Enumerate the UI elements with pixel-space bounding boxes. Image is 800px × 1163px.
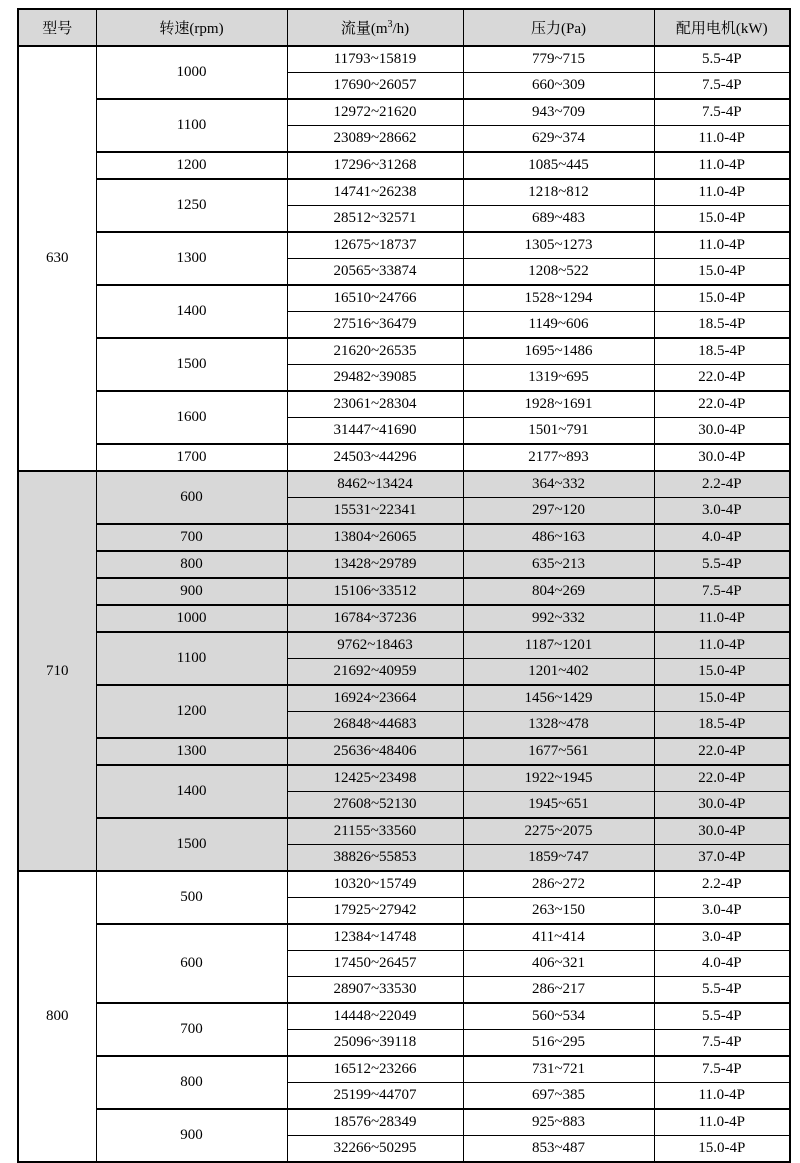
motor-cell: 30.0-4P — [654, 818, 790, 845]
flow-cell: 17690~26057 — [287, 73, 463, 100]
rpm-cell: 1100 — [96, 99, 287, 152]
motor-cell: 3.0-4P — [654, 924, 790, 951]
motor-cell: 11.0-4P — [654, 1109, 790, 1136]
flow-cell: 25636~48406 — [287, 738, 463, 765]
table-row — [18, 232, 790, 259]
pressure-cell: 516~295 — [463, 1030, 654, 1057]
rpm-cell: 900 — [96, 578, 287, 605]
pressure-cell: 697~385 — [463, 1083, 654, 1110]
col-header-motor: 配用电机(kW) — [654, 9, 790, 46]
motor-cell: 30.0-4P — [654, 444, 790, 471]
rpm-cell: 700 — [96, 1003, 287, 1056]
table-row — [18, 738, 790, 765]
motor-cell: 7.5-4P — [654, 99, 790, 126]
flow-cell: 13804~26065 — [287, 524, 463, 551]
table-row — [18, 524, 790, 551]
rpm-cell: 1250 — [96, 179, 287, 232]
table-row — [18, 605, 790, 632]
table-row — [18, 46, 790, 73]
flow-cell: 28512~32571 — [287, 206, 463, 233]
motor-cell: 5.5-4P — [654, 1003, 790, 1030]
flow-cell: 16512~23266 — [287, 1056, 463, 1083]
table-row — [18, 765, 790, 792]
flow-header-prefix: 流量(m — [340, 21, 388, 37]
motor-cell: 11.0-4P — [654, 232, 790, 259]
motor-cell: 30.0-4P — [654, 418, 790, 445]
motor-cell: 15.0-4P — [654, 259, 790, 286]
table-row — [18, 1109, 790, 1136]
pressure-cell: 1305~1273 — [463, 232, 654, 259]
pressure-cell: 1085~445 — [463, 152, 654, 179]
flow-cell: 25199~44707 — [287, 1083, 463, 1110]
flow-cell: 16784~37236 — [287, 605, 463, 632]
flow-header-superscript: 3 — [387, 19, 393, 30]
pressure-cell: 1149~606 — [463, 312, 654, 339]
rpm-cell: 1200 — [96, 685, 287, 738]
pressure-cell: 297~120 — [463, 498, 654, 525]
rpm-cell: 1400 — [96, 765, 287, 818]
rpm-cell: 500 — [96, 871, 287, 924]
rpm-cell: 1500 — [96, 818, 287, 871]
table-row — [18, 551, 790, 578]
motor-cell: 7.5-4P — [654, 578, 790, 605]
table-row — [18, 285, 790, 312]
rpm-cell: 1200 — [96, 152, 287, 179]
col-header-flow — [287, 9, 463, 46]
rpm-cell: 700 — [96, 524, 287, 551]
table-row — [18, 924, 790, 951]
fan-spec-table — [17, 8, 791, 1163]
rpm-cell: 1000 — [96, 605, 287, 632]
flow-cell: 12972~21620 — [287, 99, 463, 126]
flow-cell: 14741~26238 — [287, 179, 463, 206]
motor-cell: 4.0-4P — [654, 951, 790, 977]
pressure-cell: 1922~1945 — [463, 765, 654, 792]
flow-cell: 14448~22049 — [287, 1003, 463, 1030]
motor-cell: 4.0-4P — [654, 524, 790, 551]
table-row — [18, 338, 790, 365]
pressure-cell: 1456~1429 — [463, 685, 654, 712]
flow-cell: 16510~24766 — [287, 285, 463, 312]
pressure-cell: 853~487 — [463, 1136, 654, 1163]
motor-cell: 11.0-4P — [654, 152, 790, 179]
rpm-cell: 1100 — [96, 632, 287, 685]
table-row — [18, 1003, 790, 1030]
motor-cell: 11.0-4P — [654, 632, 790, 659]
motor-cell: 5.5-4P — [654, 977, 790, 1004]
motor-cell: 15.0-4P — [654, 285, 790, 312]
flow-cell: 21620~26535 — [287, 338, 463, 365]
flow-cell: 28907~33530 — [287, 977, 463, 1004]
model-cell: 800 — [18, 871, 96, 1162]
pressure-cell: 1187~1201 — [463, 632, 654, 659]
pressure-cell: 1201~402 — [463, 659, 654, 686]
table-row — [18, 152, 790, 179]
table-row — [18, 99, 790, 126]
model-cell: 710 — [18, 471, 96, 871]
flow-cell: 18576~28349 — [287, 1109, 463, 1136]
motor-cell: 3.0-4P — [654, 498, 790, 525]
flow-cell: 20565~33874 — [287, 259, 463, 286]
motor-cell: 7.5-4P — [654, 1056, 790, 1083]
pressure-cell: 1328~478 — [463, 712, 654, 739]
motor-cell: 15.0-4P — [654, 659, 790, 686]
table-row — [18, 179, 790, 206]
rpm-cell: 800 — [96, 551, 287, 578]
motor-cell: 7.5-4P — [654, 1030, 790, 1057]
pressure-cell: 1928~1691 — [463, 391, 654, 418]
motor-cell: 22.0-4P — [654, 738, 790, 765]
flow-cell: 21155~33560 — [287, 818, 463, 845]
pressure-cell: 1319~695 — [463, 365, 654, 392]
pressure-cell: 731~721 — [463, 1056, 654, 1083]
table-row — [18, 391, 790, 418]
rpm-cell: 1700 — [96, 444, 287, 471]
table-body — [18, 46, 790, 1162]
motor-cell: 3.0-4P — [654, 898, 790, 925]
col-header-speed: 转速(rpm) — [96, 9, 287, 46]
pressure-cell: 1945~651 — [463, 792, 654, 819]
flow-cell: 12675~18737 — [287, 232, 463, 259]
pressure-cell: 779~715 — [463, 46, 654, 73]
header-row — [18, 9, 790, 46]
table-row — [18, 444, 790, 471]
pressure-cell: 1528~1294 — [463, 285, 654, 312]
flow-cell: 25096~39118 — [287, 1030, 463, 1057]
flow-cell: 12425~23498 — [287, 765, 463, 792]
flow-cell: 15531~22341 — [287, 498, 463, 525]
pressure-cell: 406~321 — [463, 951, 654, 977]
flow-cell: 26848~44683 — [287, 712, 463, 739]
rpm-cell: 1300 — [96, 232, 287, 285]
motor-cell: 15.0-4P — [654, 206, 790, 233]
pressure-cell: 364~332 — [463, 471, 654, 498]
pressure-cell: 1208~522 — [463, 259, 654, 286]
table-row — [18, 578, 790, 605]
pressure-cell: 660~309 — [463, 73, 654, 100]
flow-cell: 12384~14748 — [287, 924, 463, 951]
pressure-cell: 925~883 — [463, 1109, 654, 1136]
pressure-cell: 1677~561 — [463, 738, 654, 765]
motor-cell: 5.5-4P — [654, 46, 790, 73]
motor-cell: 2.2-4P — [654, 471, 790, 498]
motor-cell: 15.0-4P — [654, 685, 790, 712]
motor-cell: 2.2-4P — [654, 871, 790, 898]
rpm-cell: 900 — [96, 1109, 287, 1162]
flow-cell: 17450~26457 — [287, 951, 463, 977]
flow-cell: 21692~40959 — [287, 659, 463, 686]
flow-cell: 24503~44296 — [287, 444, 463, 471]
table-row — [18, 685, 790, 712]
flow-cell: 13428~29789 — [287, 551, 463, 578]
pressure-cell: 2275~2075 — [463, 818, 654, 845]
motor-cell: 5.5-4P — [654, 551, 790, 578]
rpm-cell: 600 — [96, 924, 287, 1003]
pressure-cell: 411~414 — [463, 924, 654, 951]
flow-cell: 23089~28662 — [287, 126, 463, 153]
pressure-cell: 286~272 — [463, 871, 654, 898]
pressure-cell: 629~374 — [463, 126, 654, 153]
rpm-cell: 1500 — [96, 338, 287, 391]
rpm-cell: 1400 — [96, 285, 287, 338]
motor-cell: 22.0-4P — [654, 765, 790, 792]
motor-cell: 30.0-4P — [654, 792, 790, 819]
pressure-cell: 263~150 — [463, 898, 654, 925]
pressure-cell: 1695~1486 — [463, 338, 654, 365]
motor-cell: 22.0-4P — [654, 365, 790, 392]
flow-cell: 9762~18463 — [287, 632, 463, 659]
motor-cell: 18.5-4P — [654, 712, 790, 739]
motor-cell: 11.0-4P — [654, 1083, 790, 1110]
pressure-cell: 689~483 — [463, 206, 654, 233]
pressure-cell: 286~217 — [463, 977, 654, 1004]
table-header — [18, 9, 790, 46]
pressure-cell: 804~269 — [463, 578, 654, 605]
pressure-cell: 1501~791 — [463, 418, 654, 445]
pressure-cell: 560~534 — [463, 1003, 654, 1030]
pressure-cell: 1859~747 — [463, 845, 654, 872]
model-cell: 630 — [18, 46, 96, 471]
rpm-cell: 800 — [96, 1056, 287, 1109]
flow-cell: 17925~27942 — [287, 898, 463, 925]
flow-header-suffix: /h) — [392, 21, 410, 37]
flow-cell: 27608~52130 — [287, 792, 463, 819]
rpm-cell: 600 — [96, 471, 287, 524]
flow-cell: 10320~15749 — [287, 871, 463, 898]
motor-cell: 18.5-4P — [654, 338, 790, 365]
table-row — [18, 1056, 790, 1083]
motor-cell: 15.0-4P — [654, 1136, 790, 1163]
flow-cell: 8462~13424 — [287, 471, 463, 498]
motor-cell: 7.5-4P — [654, 73, 790, 100]
col-header-model: 型号 — [18, 9, 96, 46]
table-row — [18, 871, 790, 898]
spec-table-container — [17, 8, 791, 1163]
flow-cell: 15106~33512 — [287, 578, 463, 605]
flow-cell: 29482~39085 — [287, 365, 463, 392]
flow-cell: 32266~50295 — [287, 1136, 463, 1163]
pressure-cell: 2177~893 — [463, 444, 654, 471]
motor-cell: 18.5-4P — [654, 312, 790, 339]
flow-cell: 27516~36479 — [287, 312, 463, 339]
motor-cell: 11.0-4P — [654, 126, 790, 153]
motor-cell: 22.0-4P — [654, 391, 790, 418]
pressure-cell: 1218~812 — [463, 179, 654, 206]
flow-cell: 16924~23664 — [287, 685, 463, 712]
col-header-pressure: 压力(Pa) — [463, 9, 654, 46]
table-row — [18, 818, 790, 845]
flow-cell: 23061~28304 — [287, 391, 463, 418]
pressure-cell: 635~213 — [463, 551, 654, 578]
table-row — [18, 471, 790, 498]
motor-cell: 37.0-4P — [654, 845, 790, 872]
pressure-cell: 486~163 — [463, 524, 654, 551]
motor-cell: 11.0-4P — [654, 179, 790, 206]
flow-cell: 11793~15819 — [287, 46, 463, 73]
rpm-cell: 1600 — [96, 391, 287, 444]
pressure-cell: 943~709 — [463, 99, 654, 126]
flow-cell: 38826~55853 — [287, 845, 463, 872]
pressure-cell: 992~332 — [463, 605, 654, 632]
flow-cell: 17296~31268 — [287, 152, 463, 179]
table-row — [18, 632, 790, 659]
rpm-cell: 1000 — [96, 46, 287, 99]
motor-cell: 11.0-4P — [654, 605, 790, 632]
rpm-cell: 1300 — [96, 738, 287, 765]
flow-cell: 31447~41690 — [287, 418, 463, 445]
